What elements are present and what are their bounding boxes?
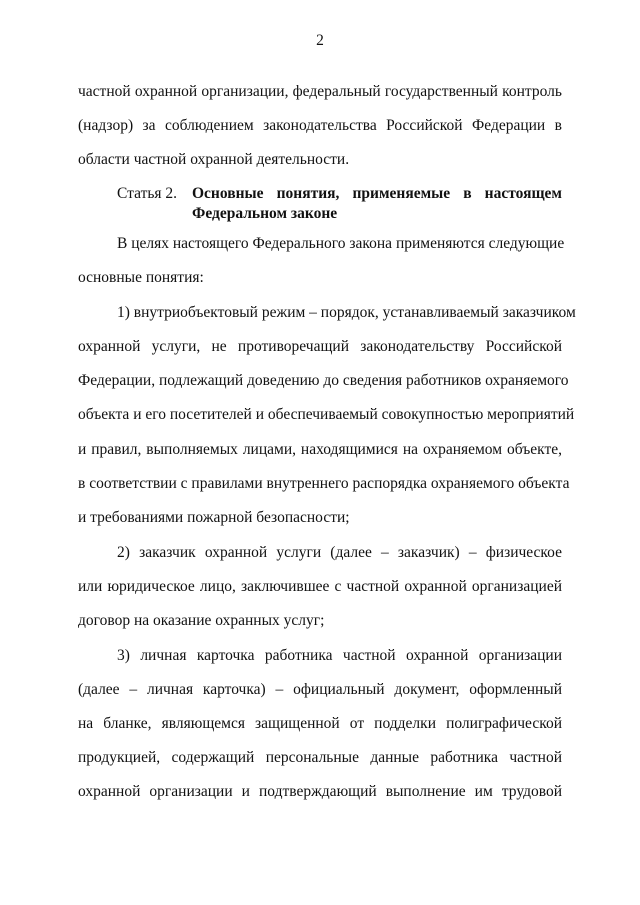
paragraph-line: объекта и его посетителей и обеспечиваемый совокупностью мероприятий (78, 406, 575, 423)
paragraph-line: частной охранной организации, федеральный государственный контроль (78, 83, 562, 100)
paragraph-line: 2) заказчик охранной услуги (далее – заказчик) – физическое (117, 544, 562, 561)
paragraph-line: договор на оказание охранных услуг; (78, 612, 325, 629)
paragraph-line: области частной охранной деятельности. (78, 151, 350, 168)
paragraph-line: 3) личная карточка работника частной охранной организации (117, 647, 562, 664)
page-number: 2 (316, 32, 324, 49)
paragraph-line: и правил, выполняемых лицами, находящимися на охраняемом объекте, (78, 441, 562, 458)
article-label: Статья 2. (117, 185, 178, 202)
paragraph-line: охранной организации и подтверждающий выполнение им трудовой (78, 783, 562, 800)
paragraph-line: охранной услуги, не противоречащий законодательству Российской (78, 338, 562, 355)
paragraph-line: основные понятия: (78, 269, 204, 286)
paragraph-line: (надзор) за соблюдением законодательства Российской Федерации в (78, 117, 562, 134)
paragraph-line: и требованиями пожарной безопасности; (78, 509, 350, 526)
paragraph-line: в соответствии с правилами внутреннего распорядка охраняемого объекта (78, 475, 570, 492)
paragraph-line: В целях настоящего Федерального закона применяются следующие (117, 235, 565, 252)
paragraph-line: (далее – личная карточка) – официальный документ, оформленный (78, 681, 562, 698)
article-title (192, 184, 562, 224)
paragraph-line: 1) внутриобъектовый режим – порядок, устанавливаемый заказчиком (117, 304, 576, 321)
paragraph-line: продукцией, содержащий персональные данные работника частной (78, 749, 562, 766)
paragraph-line: на бланке, являющемся защищенной от подделки полиграфической (78, 715, 562, 732)
paragraph-line: или юридическое лицо, заключившее с частной охранной организацией (78, 578, 562, 595)
paragraph-line: Федерации, подлежащий доведению до сведения работников охраняемого (78, 372, 569, 389)
article-title-line: Федеральном законе (192, 205, 338, 222)
article-title-line: Основные понятия, применяемые в настоящем (192, 185, 562, 202)
